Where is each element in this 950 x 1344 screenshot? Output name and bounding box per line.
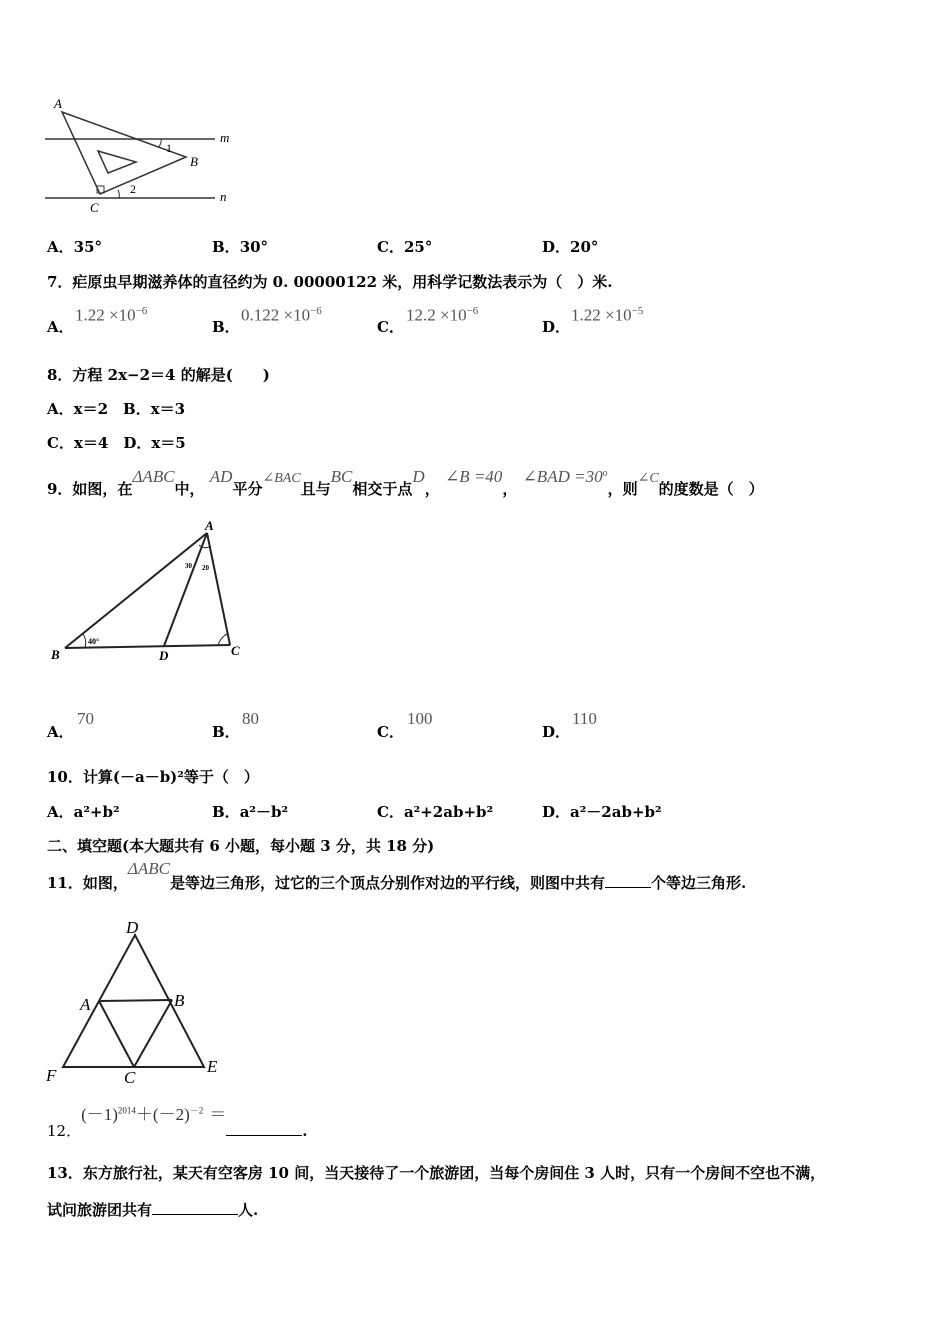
q6-option-b: B．30° xyxy=(212,238,269,256)
label-a: A xyxy=(205,518,214,533)
q7-option-b: B． xyxy=(212,318,240,336)
section-2-heading: 二、填空题(本大题共有 6 小题，每小题 3 分，共 18 分) xyxy=(47,837,435,855)
q7-value-d: $1.22 \times 10^{-5}$ xyxy=(571,305,644,325)
label-n: n xyxy=(220,189,227,204)
q10-option-d: D．a²－2ab+b² xyxy=(542,803,662,821)
q12-line: 12．$(-1)^{2014}+(-2)^{-2}$ ＝. xyxy=(47,1105,308,1140)
angle-c-arc xyxy=(218,634,227,645)
angle2-arc xyxy=(118,190,119,198)
q7-value-b: $0.122 \times 10^{-6}$ xyxy=(241,305,322,325)
q10-stem: 10．计算(－a－b)²等于（ ） xyxy=(47,768,259,786)
label-angle-dac: 20 xyxy=(202,564,209,572)
q6-option-c: C．25° xyxy=(377,238,433,256)
label-angle2: 2 xyxy=(130,182,136,196)
label-m: m xyxy=(220,130,230,145)
q6-option-d: D．20° xyxy=(542,238,599,256)
label-c: C xyxy=(231,643,240,658)
q7-value-c: $12.2 \times 10^{-6}$ xyxy=(406,305,479,325)
q10-option-a: A．a²+b² xyxy=(47,803,120,821)
label-b: B xyxy=(51,647,60,662)
q8-options-row1: A．x＝2 B．x＝3 xyxy=(47,400,186,418)
q13-line2: 试问旅游团共有 人. xyxy=(47,1201,259,1219)
q7-option-c: C． xyxy=(377,318,404,336)
q8-options-row2: C．x＝4 D．x＝5 xyxy=(47,434,186,452)
q11-figure xyxy=(40,915,240,1090)
q13-answer-blank[interactable] xyxy=(152,1200,238,1215)
q9-value-b: 80 xyxy=(242,709,259,728)
label-b: B xyxy=(174,991,185,1010)
label-d: D xyxy=(159,648,169,663)
q9-option-a: A． xyxy=(47,723,74,741)
label-b: B xyxy=(190,154,198,169)
q7-stem: 7．疟原虫早期滋养体的直径约为 0. 00000122 米，用科学记数法表示为（ ）米. xyxy=(47,273,613,291)
q9-value-d: 110 xyxy=(572,709,597,728)
q9-figure xyxy=(45,518,255,668)
label-c: C xyxy=(124,1068,136,1087)
angle1-arc xyxy=(158,139,161,148)
label-a: A xyxy=(54,96,62,111)
label-d: D xyxy=(126,918,139,937)
label-angle-bad: 30 xyxy=(185,562,192,570)
q11-answer-blank[interactable] xyxy=(605,873,651,888)
q7-option-a: A． xyxy=(47,318,74,336)
q7-option-d: D． xyxy=(542,318,571,336)
q11-stem: 11．如图，ΔABC是等边三角形，过它的三个顶点分别作对边的平行线，则图中共有 个等边三角形. xyxy=(47,859,747,892)
segment-ab xyxy=(99,1000,172,1001)
q9-option-b: B． xyxy=(212,723,240,741)
q6-figure xyxy=(40,92,250,217)
q12-answer-blank[interactable] xyxy=(226,1121,302,1136)
label-a: A xyxy=(80,995,91,1014)
q13-line1: 13．东方旅行社，某天有空客房 10 间，当天接待了一个旅游团，当每个房间住 3 人时，只有一个房间不空也不满， xyxy=(47,1164,826,1182)
segment-ac xyxy=(99,1001,134,1067)
segment-bc xyxy=(134,1000,172,1067)
q8-stem: 8．方程 2x−2＝4 的解是( ) xyxy=(47,366,270,384)
label-e: E xyxy=(207,1057,218,1076)
label-angle1: 1 xyxy=(166,141,172,155)
label-c: C xyxy=(90,200,99,215)
label-angle-b: 40° xyxy=(88,637,100,646)
q7-value-a: $1.22 \times 10^{-6}$ xyxy=(75,305,148,325)
segment-ac xyxy=(207,533,230,645)
label-f: F xyxy=(46,1066,57,1085)
q9-option-d: D． xyxy=(542,723,571,741)
q9-value-a: 70 xyxy=(77,709,94,728)
q9-stem: 9．如图，在ΔABC中， AD平分∠BAC且与BC相交于点D， ∠B =40， ∠BAD $=30^o$，则∠C的度数是（ ） xyxy=(47,467,764,498)
angle-b-arc xyxy=(83,634,86,648)
q9-option-c: C． xyxy=(377,723,404,741)
q6-option-a: A．35° xyxy=(47,238,103,256)
q10-option-b: B．a²－b² xyxy=(212,803,289,821)
q10-option-c: C．a²+2ab+b² xyxy=(377,803,494,821)
inner-triangle xyxy=(98,151,136,173)
q9-value-c: 100 xyxy=(407,709,433,728)
